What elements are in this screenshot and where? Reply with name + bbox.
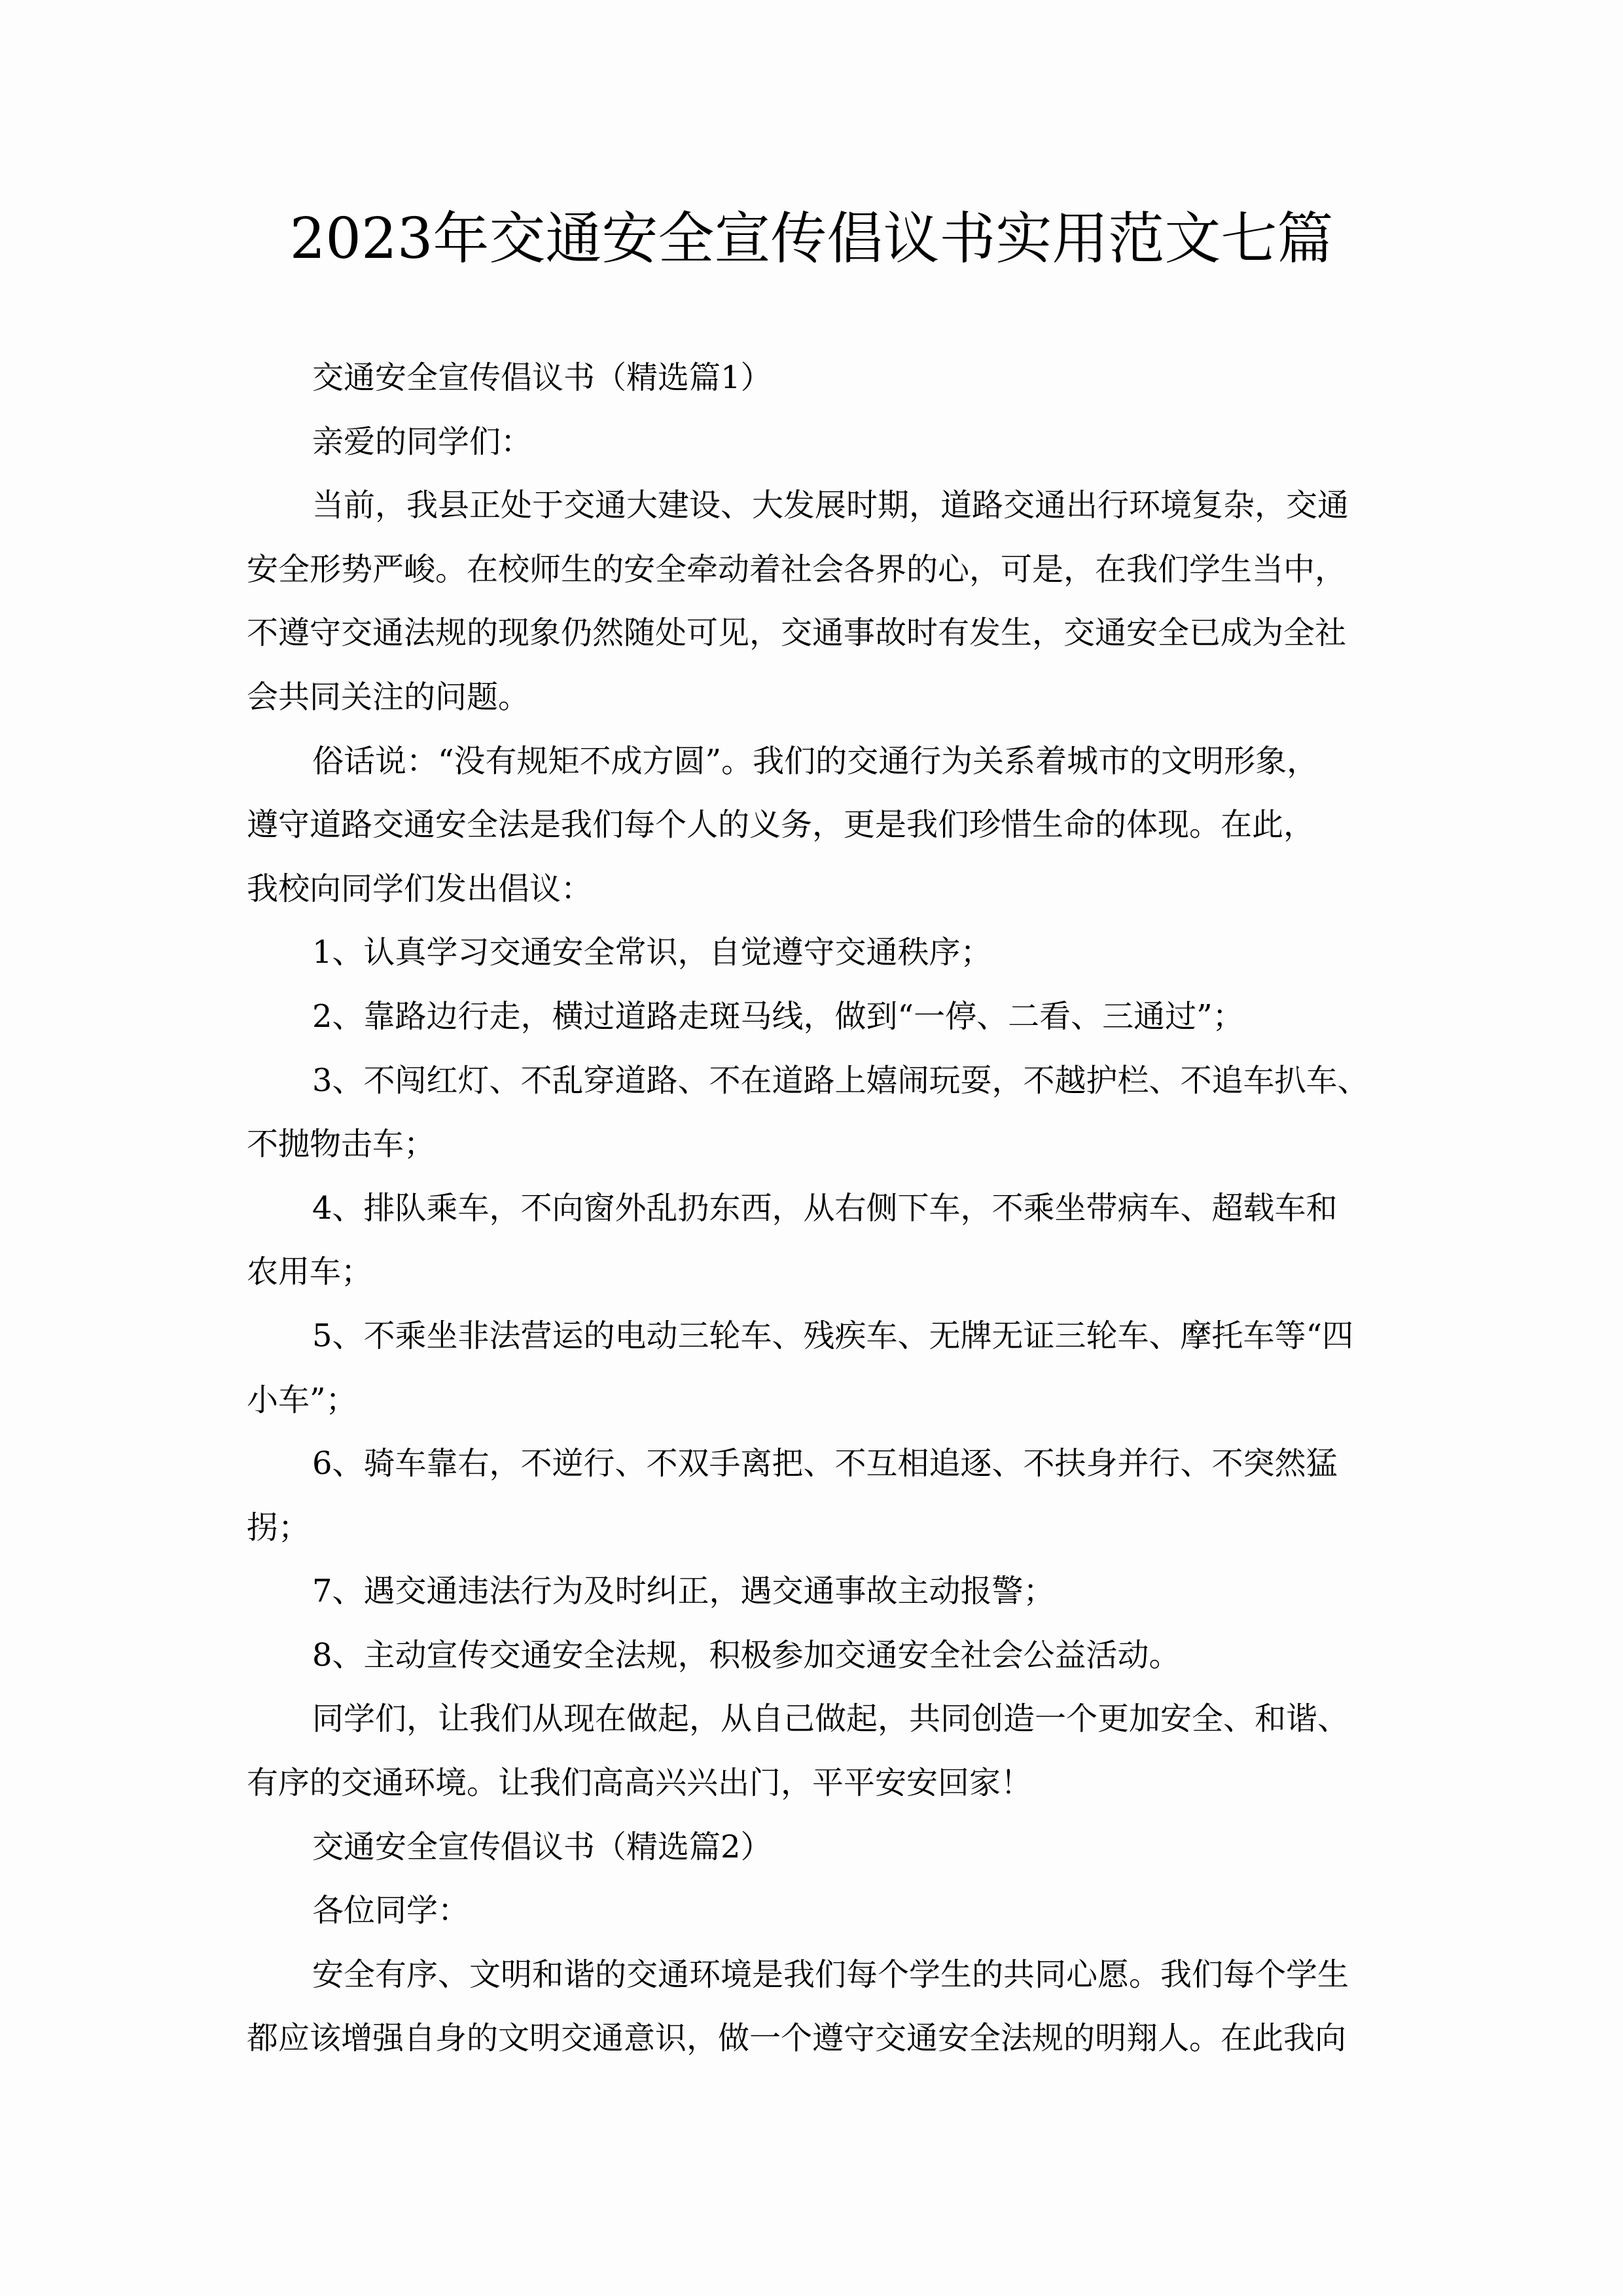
salutation: 亲爱的同学们： — [312, 423, 533, 460]
list-item-line: 小车”； — [247, 1381, 357, 1418]
list-item — [247, 1049, 1379, 1177]
list-item — [247, 1432, 1379, 1560]
section-heading: 交通安全宣传倡议书（精选篇2） — [312, 1828, 772, 1865]
paragraph-line: 遵守道路交通安全法是我们每个人的义务，更是我们珍惜生命的体现。在此， — [247, 806, 1315, 844]
paragraph-line: 当前，我县正处于交通大建设、大发展时期，道路交通出行环境复杂，交通 — [312, 487, 1349, 524]
list-item — [247, 921, 1379, 985]
list-item — [247, 1624, 1379, 1688]
list-item-line: 2、靠路边行走，横过道路走斑马线，做到“一停、二看、三通过”； — [312, 997, 1244, 1035]
list-item-line: 农用车； — [247, 1253, 373, 1291]
list-item-line: 拐； — [247, 1509, 310, 1546]
paragraph — [247, 730, 1379, 922]
paragraph-line: 安全有序、文明和谐的交通环境是我们每个学生的共同心愿。我们每个学生 — [312, 1956, 1349, 1993]
section-1 — [247, 346, 1379, 1816]
list-item-line: 5、不乘坐非法营运的电动三轮车、残疾车、无牌无证三轮车、摩托车等“四 — [312, 1317, 1354, 1354]
closing-paragraph — [247, 1687, 1379, 1815]
list-item-line: 8、主动宣传交通安全法规，积极参加交通安全社会公益活动。 — [312, 1636, 1181, 1674]
salutation: 各位同学： — [312, 1892, 470, 1929]
paragraph — [247, 474, 1379, 729]
proposal-list — [247, 921, 1379, 1687]
paragraph-line: 我校向同学们发出倡议： — [247, 870, 593, 907]
list-item-line: 6、骑车靠右，不逆行、不双手离把、不互相追逐、不扶身并行、不突然猛 — [312, 1445, 1338, 1482]
paragraph-line: 会共同关注的问题。 — [247, 678, 530, 715]
list-item-line: 4、排队乘车，不向窗外乱扔东西，从右侧下车，不乘坐带病车、超载车和 — [312, 1189, 1338, 1227]
list-item-line: 7、遇交通违法行为及时纠正，遇交通事故主动报警； — [312, 1573, 1055, 1610]
paragraph-line: 都应该增强自身的文明交通意识，做一个遵守交通安全法规的明翔人。在此我向 — [247, 2020, 1347, 2057]
list-item-line: 3、不闯红灯、不乱穿道路、不在道路上嬉闹玩耍，不越护栏、不追车扒车、 — [312, 1062, 1369, 1099]
list-item-line: 不抛物击车； — [247, 1126, 436, 1163]
paragraph-line: 俗话说：“没有规矩不成方圆”。我们的交通行为关系着城市的文明形象， — [312, 742, 1319, 780]
paragraph-line: 不遵守交通法规的现象仍然随处可见，交通事故时有发生，交通安全已成为全社 — [247, 615, 1347, 652]
paragraph-line: 有序的交通环境。让我们高高兴兴出门，平平安安回家！ — [247, 1765, 1033, 1802]
paragraph-line: 安全形势严峻。在校师生的安全牵动着社会各界的心，可是，在我们学生当中， — [247, 550, 1347, 588]
list-item — [247, 1177, 1379, 1304]
paragraph-line: 同学们，让我们从现在做起，从自己做起，共同创造一个更加安全、和谐、 — [312, 1700, 1349, 1738]
section-2 — [247, 1816, 1379, 2071]
list-item — [247, 1304, 1379, 1432]
document-title: 2023年交通安全宣传倡议书实用范文七篇 — [289, 206, 1334, 272]
list-item-line: 1、认真学习交通安全常识，自觉遵守交通秩序； — [312, 934, 992, 971]
paragraph — [247, 1943, 1379, 2071]
list-item — [247, 1560, 1379, 1624]
section-heading: 交通安全宣传倡议书（精选篇1） — [312, 359, 772, 396]
document-body — [247, 346, 1379, 2071]
list-item — [247, 985, 1379, 1049]
